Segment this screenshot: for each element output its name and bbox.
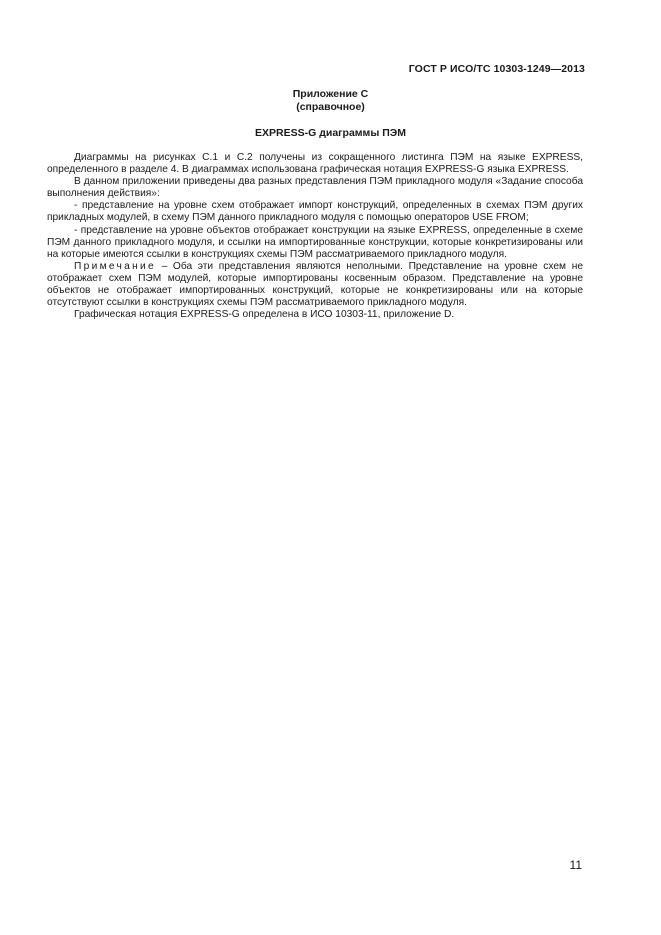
standard-code-header: ГОСТ Р ИСО/ТС 10303-1249—2013 [408,63,585,75]
paragraph-notation-reference: Графическая нотация EXPRESS-G определена в ИСО 10303-11, приложение D. [74,309,455,321]
note-text: – Оба эти представления являются неполными. Представление на уровне схем не отображает схем ПЭМ модулей, которые импортированы косвенным образом. Представление на уровне объектов не отображает импортированных конструкций, которые не конкретизированы или на которые отсутствуют ссылки в конструкциях схемы ПЭМ рассматриваемого прикладного модуля. [47,260,583,309]
paragraph-two-representations: В данном приложении приведены два разных представления ПЭМ прикладного модуля «Задание способа выполнения действия»: [47,176,583,200]
paragraph-schema-level: - представление на уровне схем отображает импорт конструкций, определенных в схемах ПЭМ других прикладных модулей, в схему ПЭМ данного прикладного модуля с помощью операторов USE FROM; [47,200,583,224]
annex-type: (справочное) [296,101,365,113]
annex-title: Приложение С [292,88,369,100]
note-label: Примечание [74,260,156,272]
note-paragraph [47,261,583,309]
paragraph-diagrams-source: Диаграммы на рисунках С.1 и С.2 получены из сокращенного листинга ПЭМ на языке EXPRESS, определенного в разделе 4. В диаграммах использована графическая нотация EXPRESS-G языка EXPRESS. [47,152,583,176]
page-number: 11 [569,858,582,872]
section-title: EXPRESS-G диаграммы ПЭМ [255,127,406,139]
document-body [47,152,583,321]
paragraph-entity-level: - представление на уровне объектов отображает конструкции на языке EXPRESS, определенные в схеме ПЭМ данного прикладного модуля, и ссылки на импортированные конструкции, которые конкретизированы или на которые имеются ссылки в конструкциях схемы ПЭМ рассматриваемого прикладного модуля. [47,224,583,260]
